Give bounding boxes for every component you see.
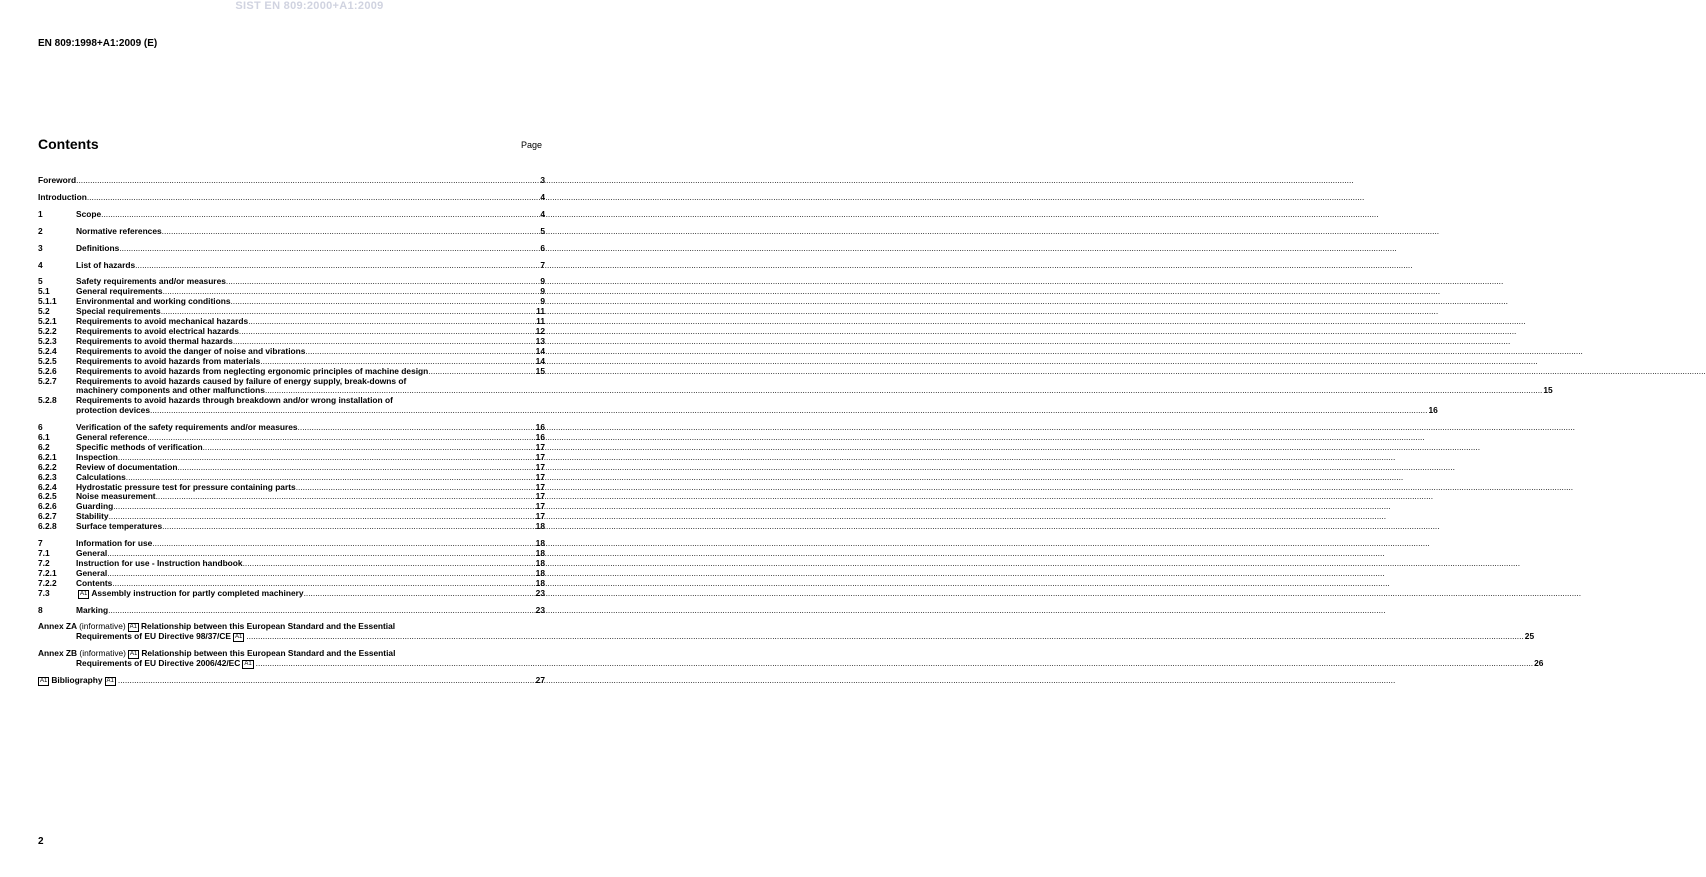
- page-column-label: Page: [521, 140, 543, 150]
- toc-page: 17: [535, 481, 545, 492]
- toc-number: 5.2.6: [38, 365, 57, 376]
- toc-number: 5.2.1: [38, 316, 57, 327]
- toc-title: Contents: [76, 577, 113, 588]
- amendment-start-icon: A1: [40, 678, 48, 685]
- toc-page: 7: [540, 259, 545, 270]
- toc-title-line1: Requirements to avoid hazards caused by failure of energy supply, break-downs of: [76, 375, 407, 386]
- toc-page: 23: [535, 587, 545, 598]
- toc-number: 7.2.2: [38, 577, 57, 588]
- toc-title-line2: machinery components and other malfunctions: [76, 385, 265, 396]
- toc-title: Safety requirements and/or measures: [76, 276, 226, 287]
- toc-title-line2: protection devices: [76, 405, 151, 416]
- toc-number: 7: [38, 538, 43, 549]
- toc-number: 7.2: [38, 557, 50, 568]
- toc-title: General requirements: [76, 286, 163, 297]
- toc-title: Guarding: [76, 501, 114, 512]
- toc-page: 16: [535, 422, 545, 433]
- toc-number: 5.2.2: [38, 325, 57, 336]
- toc-title-line2: Requirements of EU Directive 98/37/CE: [76, 631, 231, 642]
- amendment-start-icon: A1: [129, 624, 137, 631]
- toc-title: Inspection: [76, 451, 118, 462]
- amendment-end-icon: A1: [244, 661, 252, 668]
- toc-page: 17: [535, 461, 545, 472]
- toc-number: 5: [38, 276, 43, 287]
- toc-title: Instruction for use - Instruction handbook: [76, 557, 243, 568]
- toc-page: 26: [1534, 658, 1544, 669]
- toc-page: 25: [1524, 631, 1535, 642]
- toc-number: 1: [38, 208, 43, 219]
- toc-page: 12: [535, 325, 545, 336]
- toc-entry[interactable]: [38, 606, 545, 616]
- toc-title: Review of documentation: [76, 461, 178, 472]
- toc-number: 7.3: [38, 587, 50, 598]
- toc-page: 5: [540, 225, 545, 236]
- toc-page: 15: [1543, 385, 1553, 396]
- toc-title: Definitions: [76, 242, 120, 253]
- table-of-contents: [38, 175, 1553, 686]
- toc-page: 17: [535, 511, 545, 522]
- page-number: 2: [38, 836, 44, 847]
- toc-number: 2: [38, 225, 43, 236]
- toc-entry[interactable]: [38, 367, 545, 377]
- toc-title: Surface temperatures: [76, 521, 163, 532]
- toc-entry[interactable]: [38, 375, 1553, 397]
- toc-entry[interactable]: [38, 210, 545, 220]
- toc-title: Specific methods of verification: [76, 441, 203, 452]
- amendment-end-icon: A1: [235, 634, 243, 641]
- toc-page: 18: [535, 538, 545, 549]
- toc-title: Assembly instruction for partly completed machinery: [91, 587, 304, 598]
- toc-number: 5.2.3: [38, 335, 57, 346]
- toc-title: Foreword: [38, 175, 77, 185]
- toc-number: 5.1: [38, 286, 50, 297]
- toc-number: 6: [38, 422, 43, 433]
- toc-page: 4: [540, 191, 545, 202]
- amendment-start-icon: A1: [129, 651, 138, 658]
- toc-number: 5.2.5: [38, 355, 57, 366]
- toc-page: 14: [535, 345, 545, 356]
- toc-title-line1: Relationship between this European Standard and the Essential: [141, 621, 396, 632]
- toc-title-line2: Requirements of EU Directive 2006/42/EC: [76, 658, 241, 669]
- toc-title: Noise measurement: [76, 491, 156, 502]
- toc-page: 16: [535, 432, 545, 443]
- toc-number: 5.2.8: [38, 395, 57, 406]
- toc-entry[interactable]: [38, 261, 545, 271]
- toc-title: Verification of the safety requirements and/or measures: [76, 422, 298, 433]
- watermark: SIST EN 809:2000+A1:2009: [235, 0, 384, 12]
- toc-entry[interactable]: [38, 395, 1438, 416]
- annex-label: Annex ZA: [38, 621, 77, 632]
- toc-number: 4: [38, 259, 43, 270]
- toc-page: 9: [540, 276, 545, 287]
- toc-entry[interactable]: [38, 244, 545, 254]
- toc-title: Bibliography: [51, 675, 103, 686]
- toc-number: 5.2.7: [38, 375, 57, 386]
- toc-title: List of hazards: [76, 259, 136, 270]
- toc-page: 18: [535, 557, 545, 568]
- toc-title: General reference: [76, 432, 148, 443]
- toc-number: 5.2: [38, 306, 50, 317]
- toc-page: 17: [535, 501, 545, 512]
- toc-title: Requirements to avoid hazards from materials: [76, 355, 261, 366]
- toc-number: 6.2.5: [38, 491, 57, 502]
- toc-number: 6.2.3: [38, 471, 57, 482]
- toc-title: Introduction: [38, 191, 87, 202]
- toc-number: 6.1: [38, 432, 50, 443]
- toc-page: 17: [535, 441, 545, 452]
- toc-page: 6: [540, 242, 545, 253]
- toc-number: 6.2.7: [38, 511, 57, 522]
- toc-title: Hydrostatic pressure test for pressure containing parts: [76, 481, 296, 492]
- toc-title: General: [76, 567, 108, 578]
- toc-entry-annex-za[interactable]: [38, 621, 1535, 642]
- toc-title: Marking: [76, 604, 109, 615]
- toc-title: Information for use: [76, 538, 153, 549]
- toc-title: Requirements to avoid thermal hazards: [76, 335, 233, 346]
- toc-page: 27: [535, 675, 545, 686]
- toc-title: Requirements to avoid electrical hazards: [76, 325, 239, 336]
- contents-title: Contents: [38, 136, 99, 152]
- toc-page: 15: [535, 365, 545, 376]
- toc-number: 5.2.4: [38, 345, 57, 356]
- toc-entry[interactable]: [38, 589, 545, 599]
- toc-page: 18: [535, 567, 545, 578]
- toc-title: Requirements to avoid the danger of noise and vibrations: [76, 345, 306, 356]
- toc-number: 6.2.4: [38, 481, 57, 492]
- toc-page: 23: [535, 604, 545, 615]
- toc-title: Normative references: [76, 225, 162, 236]
- annex-qualifier: (informative): [79, 621, 126, 632]
- toc-page: 18: [535, 577, 545, 588]
- toc-page: 9: [540, 296, 545, 307]
- toc-entry-foreword[interactable]: [38, 176, 545, 186]
- toc-number: 7.1: [38, 548, 50, 558]
- annex-label: Annex ZB: [38, 648, 78, 659]
- toc-page: 3: [540, 175, 545, 185]
- toc-number: 8: [38, 604, 43, 615]
- amendment-start-icon: A1: [80, 590, 88, 597]
- amendment-end-icon: A1: [106, 678, 114, 685]
- toc-title-line1: Requirements to avoid hazards through breakdown and/or wrong installation of: [76, 395, 393, 406]
- toc-number: 5.1.1: [38, 296, 57, 307]
- toc-number: 3: [38, 242, 43, 253]
- document-id: EN 809:1998+A1:2009 (E): [38, 38, 158, 49]
- toc-number: 6.2.8: [38, 521, 57, 532]
- toc-page: 11: [536, 306, 545, 317]
- toc-number: 6.2.1: [38, 451, 57, 462]
- toc-title: Scope: [76, 208, 102, 219]
- toc-number: 6.2: [38, 441, 50, 452]
- toc-entry[interactable]: [38, 522, 545, 532]
- toc-title: Calculations: [76, 471, 126, 482]
- toc-entry-bibliography[interactable]: [38, 676, 545, 686]
- toc-number: 6.2.2: [38, 461, 57, 472]
- toc-entry-annex-zb[interactable]: [38, 648, 1544, 669]
- toc-number: 7.2.1: [38, 567, 57, 578]
- toc-entry[interactable]: [38, 227, 545, 237]
- toc-page: 14: [535, 355, 545, 366]
- toc-title: Requirements to avoid hazards from neglecting ergonomic principles of machine design: [76, 365, 429, 376]
- toc-page: 11: [536, 316, 545, 327]
- toc-title: General: [76, 548, 108, 558]
- toc-title: Requirements to avoid mechanical hazards: [76, 316, 249, 327]
- annex-qualifier: (informative): [79, 648, 126, 659]
- toc-page: 16: [1428, 405, 1438, 416]
- toc-title: Environmental and working conditions: [76, 296, 231, 307]
- toc-page: 17: [535, 491, 545, 502]
- toc-title: Stability: [76, 511, 109, 522]
- toc-page: 18: [535, 548, 545, 558]
- toc-title: Special requirements: [76, 306, 161, 317]
- toc-title-line1: Relationship between this European Standard and the Essential: [141, 648, 396, 659]
- toc-page: 4: [540, 208, 545, 219]
- toc-page: 9: [540, 286, 545, 297]
- toc-page: 18: [535, 521, 545, 532]
- toc-page: 17: [535, 451, 545, 462]
- toc-entry-introduction[interactable]: [38, 193, 545, 203]
- toc-page: 17: [535, 471, 545, 482]
- toc-number: 6.2.6: [38, 501, 57, 512]
- toc-page: 13: [535, 335, 545, 346]
